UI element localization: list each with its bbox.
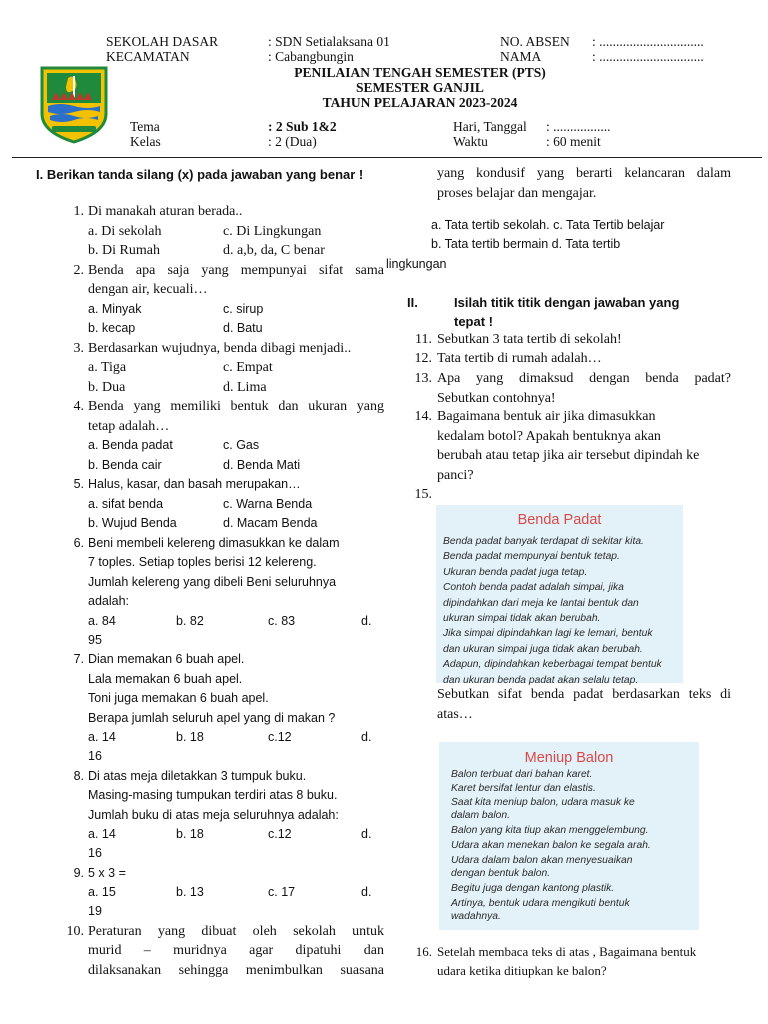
question-text: Halus, kasar, dan basah merupakan…	[88, 477, 301, 491]
answer-option: c. Gas	[223, 438, 260, 452]
tema-label: Tema	[130, 119, 160, 134]
reading-text: Adapun, dipindahkan keberbagai tempat bentuk	[443, 659, 662, 671]
answer-option: d.	[361, 827, 372, 841]
answer-option: a. 15	[88, 885, 116, 899]
answer-option: a. Tiga	[88, 360, 127, 375]
question-text: Sebutkan sifat benda padat berdasarkan teks di	[437, 687, 731, 702]
question-text: Tata tertib di rumah adalah…	[437, 351, 602, 366]
answer-option: d. Benda Mati	[223, 457, 301, 472]
district-label: KECAMATAN	[106, 49, 190, 64]
reading-text: dipindahkan dari meja ke lantai bentuk dan	[443, 597, 639, 609]
answer-option: b. 18	[176, 827, 204, 841]
benda-padat-reading-box	[436, 505, 683, 686]
reading-text: ukuran simpai tidak akan berubah.	[443, 613, 601, 624]
question-number: 1.	[73, 204, 84, 219]
kelas-label: Kelas	[130, 134, 161, 149]
answer-option: 19	[88, 904, 102, 918]
question-text: Toni juga memakan 6 buah apel.	[88, 691, 269, 705]
answer-option: b. 18	[176, 730, 204, 744]
question-text: Bagaimana bentuk air jika dimasukkan	[437, 409, 656, 424]
question-number: 3.	[73, 340, 84, 356]
reading-text: Balon terbuat dari bahan karet.	[451, 769, 593, 780]
question-text: Berdasarkan wujudnya, benda dibagi menjadi..	[88, 340, 352, 356]
question-text: Dian memakan 6 buah apel.	[88, 652, 245, 666]
answer-option: c.12	[268, 730, 292, 744]
question-text: Di atas meja diletakkan 3 tumpuk buku.	[88, 768, 307, 783]
answer-option: d.	[361, 613, 372, 628]
question-text: Beni membeli kelereng dimasukkan ke dalam	[88, 535, 340, 550]
reading-text: wadahnya.	[451, 911, 501, 922]
answer-option: c.12	[268, 827, 292, 841]
question-text: berubah atau tetap jika air tersebut dipindah ke	[437, 448, 700, 463]
question-text: Sebutkan contohnya!	[437, 390, 556, 406]
answer-option: c. Di Lingkungan	[223, 223, 322, 239]
question-text: dengan air, kecuali…	[88, 282, 208, 297]
reading-text: Contoh benda padat adalah simpai, jika	[443, 582, 624, 594]
question-text: Berapa jumlah seluruh apel yang di makan ?	[88, 710, 336, 725]
reading-text: dengan bentuk balon.	[451, 868, 551, 879]
question-text: proses belajar dan mengajar.	[437, 186, 597, 201]
reading-text: Benda padat mempunyai bentuk tetap.	[443, 551, 620, 563]
reading-text: Saat kita meniup balon, udara masuk ke	[451, 797, 635, 808]
meniup-balon-reading-box	[439, 742, 699, 930]
question-number: 9.	[73, 865, 84, 880]
question-text: panci?	[437, 467, 474, 483]
answer-option: a. 14	[88, 827, 116, 841]
question-number: 7.	[73, 652, 84, 666]
answer-option: c. Warna Benda	[223, 496, 313, 511]
nama-label: NAMA	[500, 49, 542, 64]
question-number: 5.	[73, 477, 84, 491]
reading-text: Udara akan menekan balon ke segala arah.	[451, 840, 651, 851]
absen-label: NO. ABSEN	[500, 34, 570, 49]
question-text: Sebutkan 3 tata tertib di sekolah!	[437, 332, 622, 347]
reading-text: dalam balon.	[451, 810, 510, 821]
answer-option: b. Tata tertib bermain d. Tata tertib	[431, 237, 621, 251]
question-number: 4.	[73, 399, 84, 414]
waktu-value: : 60 menit	[546, 134, 601, 149]
district-value: : Cabangbungin	[268, 49, 354, 64]
question-text: 7 toples. Setiap toples berisi 12 kelereng.	[88, 555, 317, 569]
section-1-heading: I. Berikan tanda silang (x) pada jawaban yang benar !	[36, 167, 364, 182]
answer-option: a. 14	[88, 730, 116, 744]
answer-option: d. a,b, da, C benar	[223, 243, 325, 258]
question-number: 2.	[73, 262, 84, 278]
school-label: SEKOLAH DASAR	[106, 34, 219, 49]
question-number: 10.	[66, 923, 84, 939]
nama-value: : ...............................	[592, 49, 704, 64]
question-text: Benda apa saja yang mempunyai sifat sama	[88, 262, 384, 278]
kelas-value: : 2 (Dua)	[268, 134, 317, 149]
answer-option: 16	[88, 846, 102, 860]
answer-option: b. Benda cair	[88, 457, 162, 472]
hari-label: Hari, Tanggal	[453, 119, 527, 134]
question-number: 6.	[73, 535, 84, 550]
reading-text: Begitu juga dengan kantong plastik.	[451, 883, 615, 894]
answer-option: d. Lima	[223, 379, 267, 395]
title-line-3: TAHUN PELAJARAN 2023-2024	[322, 95, 518, 110]
answer-option: a. Minyak	[88, 301, 142, 316]
answer-option: b. 82	[176, 613, 204, 628]
question-text: kedalam botol? Apakah bentuknya akan	[437, 428, 661, 444]
answer-option: d. Macam Benda	[223, 516, 318, 530]
question-text: udara ketika ditiupkan ke balon?	[437, 963, 607, 978]
question-text: Peraturan yang dibuat oleh sekolah untuk	[88, 923, 384, 939]
question-text: Jumlah kelereng yang dibeli Beni seluruhnya	[88, 574, 337, 589]
answer-option: c. 17	[268, 885, 296, 899]
reading-text: Benda padat banyak terdapat di sekitar kita.	[443, 536, 644, 547]
answer-option: a. Di sekolah	[88, 223, 162, 239]
question-text: Di manakah aturan berada..	[88, 204, 243, 219]
answer-option: a. Tata tertib sekolah. c. Tata Tertib belajar	[431, 218, 665, 232]
answer-option: 95	[88, 632, 102, 647]
reading-box-title: Meniup Balon	[524, 750, 614, 766]
question-text: yang kondusif yang berarti kelancaran dalam	[437, 166, 731, 181]
answer-option: lingkungan	[386, 257, 447, 271]
reading-text: Ukuran benda padat juga tetap.	[443, 566, 588, 578]
question-text: dilaksanakan sehingga menimbulkan suasana	[88, 962, 384, 978]
question-text: tetap adalah…	[88, 418, 170, 434]
question-number: 8.	[73, 768, 84, 783]
question-text: atas…	[437, 707, 473, 722]
question-number: 11.	[415, 332, 432, 347]
tema-value: : 2 Sub 1&2	[268, 119, 337, 134]
answer-option: c. sirup	[223, 301, 264, 316]
question-number: 16.	[415, 944, 432, 959]
reading-box-title: Benda Padat	[517, 512, 602, 528]
answer-option: 16	[88, 749, 102, 763]
question-text: murid – muridnya agar dipatuhi dan	[88, 943, 384, 958]
question-text: 5 x 3 =	[88, 865, 126, 880]
absen-value: : ...............................	[592, 34, 704, 49]
title-line-1: PENILAIAN TENGAH SEMESTER (PTS)	[294, 65, 546, 80]
answer-option: d.	[361, 885, 372, 899]
reading-text: Udara dalam balon akan menyesuaikan	[451, 855, 633, 866]
reading-text: dan ukuran benda padat akan selalu tetap.	[443, 674, 639, 686]
question-text: Lala memakan 6 buah apel.	[88, 671, 243, 686]
question-text: Masing-masing tumpukan terdiri atas 8 buku.	[88, 788, 338, 802]
answer-option: b. 13	[176, 885, 204, 899]
answer-option: d.	[361, 730, 372, 744]
answer-option: a. sifat benda	[88, 496, 164, 511]
reading-text: dan ukuran simpai juga tidak akan berubah.	[443, 643, 643, 655]
answer-option: a. Benda padat	[88, 438, 173, 452]
section-2-heading: tepat !	[454, 314, 493, 329]
section-2-number: II.	[407, 295, 418, 310]
question-text: Jumlah buku di atas meja seluruhnya adalah:	[88, 807, 339, 822]
reading-text: Balon yang kita tiup akan menggelembung.	[451, 825, 649, 836]
answer-option: c. 83	[268, 613, 296, 628]
hari-value: : .................	[546, 119, 611, 134]
question-text: Benda yang memiliki bentuk dan ukuran yang	[88, 399, 384, 414]
question-number: 12.	[414, 351, 432, 366]
question-text: Setelah membaca teks di atas , Bagaimana bentuk	[437, 944, 697, 959]
school-value: : SDN Setialaksana 01	[268, 34, 390, 49]
question-number: 14.	[414, 409, 432, 424]
answer-option: d. Batu	[223, 321, 263, 335]
question-text: adalah:	[88, 594, 130, 608]
answer-option: c. Empat	[223, 360, 273, 375]
section-2-heading: Isilah titik titik dengan jawaban yang	[454, 295, 680, 310]
answer-option: a. 84	[88, 613, 116, 628]
reading-text: Jika simpai dipindahkan lagi ke lemari, bentuk	[443, 628, 653, 640]
answer-option: b. kecap	[88, 321, 136, 335]
reading-text: Artinya, bentuk udara mengikuti bentuk	[451, 898, 630, 909]
answer-option: b. Di Rumah	[88, 243, 160, 258]
reading-text: Karet bersifat lentur dan elastis.	[451, 783, 596, 794]
question-text: Apa yang dimaksud dengan benda padat?	[437, 371, 731, 386]
answer-option: b. Dua	[88, 379, 126, 395]
waktu-label: Waktu	[453, 134, 488, 149]
title-line-2: SEMESTER GANJIL	[356, 80, 484, 95]
question-number: 13.	[414, 371, 432, 386]
question-number: 15.	[414, 487, 432, 502]
answer-option: b. Wujud Benda	[88, 516, 177, 530]
